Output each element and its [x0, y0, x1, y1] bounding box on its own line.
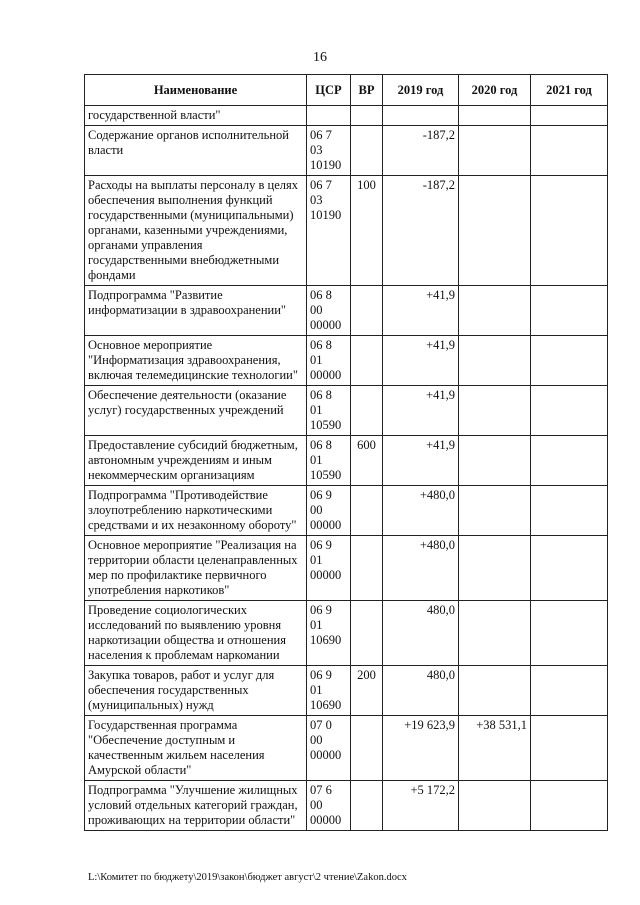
row-vr: [351, 601, 383, 666]
row-2020: [459, 106, 531, 126]
row-2021: [531, 436, 608, 486]
budget-table: [84, 74, 608, 831]
row-2020: [459, 176, 531, 286]
table-row: [85, 486, 608, 536]
row-name: Подпрограмма "Развитие информатизации в здравоохранении": [85, 286, 307, 336]
row-2021: [531, 286, 608, 336]
row-name: Государственная программа "Обеспечение доступным и качественным жильем населения Амурской области": [85, 716, 307, 781]
table-row: [85, 601, 608, 666]
row-csr: 07 6 00 00000: [307, 781, 351, 831]
row-name: Проведение социологических исследований по выявлению уровня наркотизации общества и отношения населения к проблемам наркомании: [85, 601, 307, 666]
row-csr: 06 8 01 10590: [307, 436, 351, 486]
row-2019: +5 172,2: [383, 781, 459, 831]
row-vr: [351, 126, 383, 176]
row-csr: 06 9 01 10690: [307, 601, 351, 666]
row-name: Подпрограмма "Противодействие злоупотреблению наркотическими средствами и их незаконному обороту": [85, 486, 307, 536]
row-2020: [459, 336, 531, 386]
row-2019: 480,0: [383, 666, 459, 716]
row-name: государственной власти": [85, 106, 307, 126]
table-row: [85, 436, 608, 486]
row-2019: +41,9: [383, 436, 459, 486]
table-row: [85, 781, 608, 831]
row-vr: 100: [351, 176, 383, 286]
row-2020: [459, 536, 531, 601]
row-name: Обеспечение деятельности (оказание услуг) государственных учреждений: [85, 386, 307, 436]
row-csr: 06 8 01 10590: [307, 386, 351, 436]
row-vr: 600: [351, 436, 383, 486]
row-name: Содержание органов исполнительной власти: [85, 126, 307, 176]
table-row: [85, 536, 608, 601]
row-2021: [531, 486, 608, 536]
row-2019: +41,9: [383, 336, 459, 386]
row-2021: [531, 176, 608, 286]
row-name: Подпрограмма "Улучшение жилищных условий отдельных категорий граждан, проживающих на территории области": [85, 781, 307, 831]
row-2021: [531, 386, 608, 436]
row-2020: [459, 286, 531, 336]
row-2019: [383, 106, 459, 126]
row-csr: 06 7 03 10190: [307, 126, 351, 176]
row-name: Расходы на выплаты персоналу в целях обеспечения выполнения функций государственными (муниципальными) органами, казенными учреждениями, органами управления государственными внебюджетными фондами: [85, 176, 307, 286]
row-csr: 06 8 00 00000: [307, 286, 351, 336]
row-2021: [531, 106, 608, 126]
row-vr: 200: [351, 666, 383, 716]
table-row: [85, 176, 608, 286]
row-2020: [459, 601, 531, 666]
row-csr: 06 9 00 00000: [307, 486, 351, 536]
row-csr: 06 9 01 00000: [307, 536, 351, 601]
header-2020: 2020 год: [459, 75, 531, 106]
header-name: Наименование: [85, 75, 307, 106]
table-row: [85, 336, 608, 386]
row-2021: [531, 716, 608, 781]
row-vr: [351, 536, 383, 601]
row-2019: +41,9: [383, 286, 459, 336]
row-name: Основное мероприятие "Информатизация здравоохранения, включая телемедицинские технологии": [85, 336, 307, 386]
row-2019: -187,2: [383, 176, 459, 286]
header-vr: ВР: [351, 75, 383, 106]
row-vr: [351, 716, 383, 781]
page-number: 16: [313, 50, 327, 65]
header-csr: ЦСР: [307, 75, 351, 106]
row-2020: [459, 486, 531, 536]
table-row: [85, 386, 608, 436]
header-2019: 2019 год: [383, 75, 459, 106]
row-2020: [459, 436, 531, 486]
row-2021: [531, 666, 608, 716]
header-2021: 2021 год: [531, 75, 608, 106]
row-vr: [351, 486, 383, 536]
row-csr: 07 0 00 00000: [307, 716, 351, 781]
table-header-row: [85, 75, 608, 106]
table-row: [85, 286, 608, 336]
row-2020: [459, 666, 531, 716]
row-2021: [531, 336, 608, 386]
row-vr: [351, 106, 383, 126]
row-csr: 06 8 01 00000: [307, 336, 351, 386]
row-name: Предоставление субсидий бюджетным, автономным учреждениям и иным некоммерческим организациям: [85, 436, 307, 486]
row-2019: +19 623,9: [383, 716, 459, 781]
row-2020: +38 531,1: [459, 716, 531, 781]
row-2020: [459, 781, 531, 831]
row-name: Основное мероприятие "Реализация на территории области целенаправленных мер по профилактике первичного употребления наркотиков": [85, 536, 307, 601]
row-2019: -187,2: [383, 126, 459, 176]
row-2020: [459, 126, 531, 176]
row-2019: +480,0: [383, 536, 459, 601]
table-row: [85, 716, 608, 781]
row-2019: 480,0: [383, 601, 459, 666]
row-name: Закупка товаров, работ и услуг для обеспечения государственных (муниципальных) нужд: [85, 666, 307, 716]
table-row: [85, 106, 608, 126]
row-2019: +480,0: [383, 486, 459, 536]
table-row: [85, 666, 608, 716]
row-vr: [351, 386, 383, 436]
row-2021: [531, 126, 608, 176]
row-csr: 06 7 03 10190: [307, 176, 351, 286]
row-vr: [351, 336, 383, 386]
row-vr: [351, 781, 383, 831]
table-row: [85, 126, 608, 176]
row-vr: [351, 286, 383, 336]
row-csr: 06 9 01 10690: [307, 666, 351, 716]
row-2021: [531, 536, 608, 601]
row-csr: [307, 106, 351, 126]
file-path-footer: L:\Комитет по бюджету\2019\закон\бюджет август\2 чтение\Zakon.docx: [88, 872, 407, 883]
row-2021: [531, 601, 608, 666]
row-2019: +41,9: [383, 386, 459, 436]
row-2021: [531, 781, 608, 831]
row-2020: [459, 386, 531, 436]
